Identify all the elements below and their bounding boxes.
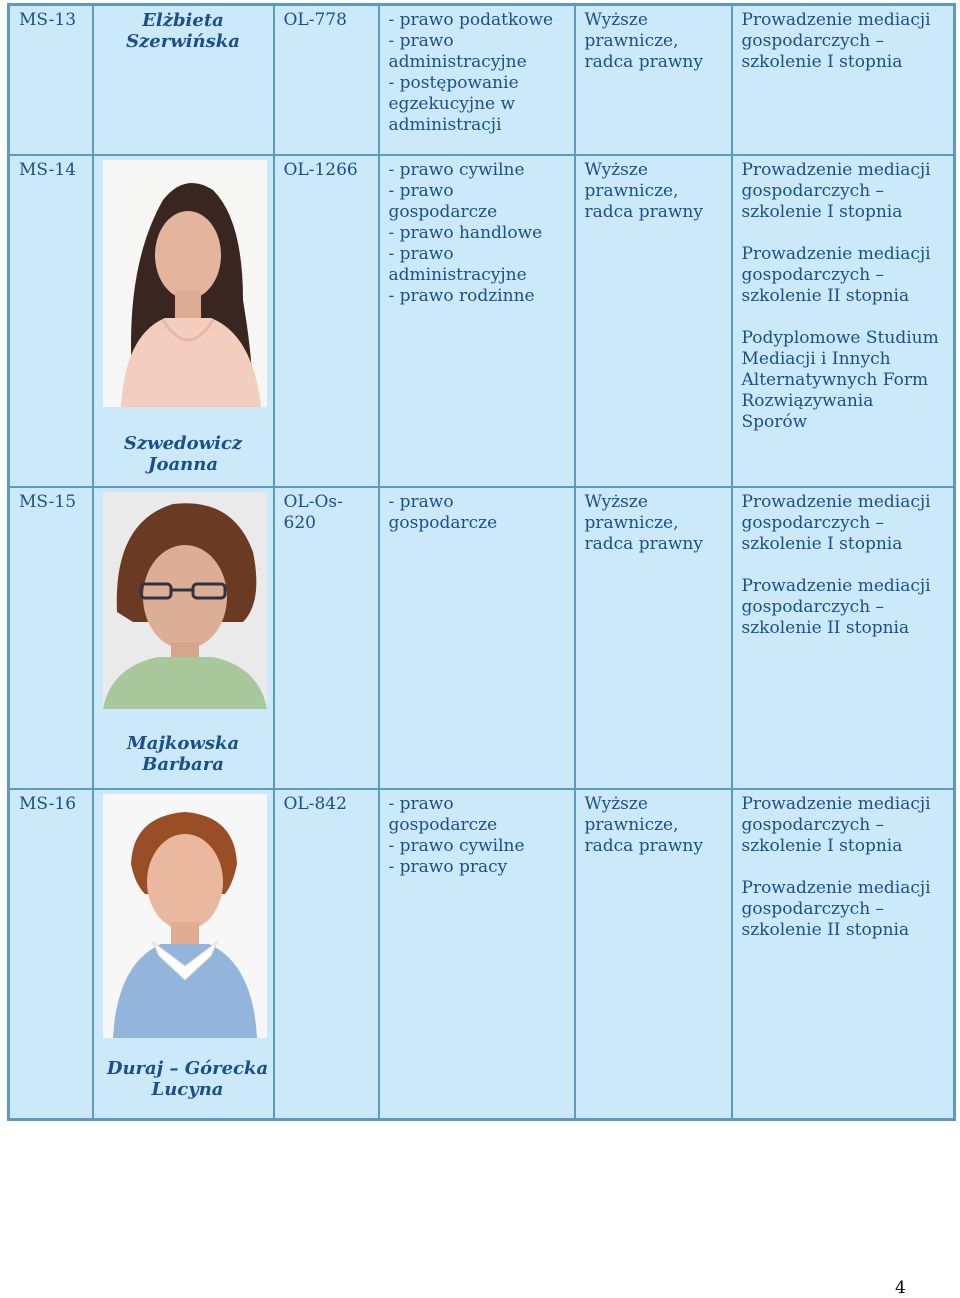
mediator-name: Elżbieta Szerwińska (126, 10, 240, 52)
table-row (9, 487, 955, 789)
education: Wyższe prawnicze, radca prawny (575, 789, 732, 1120)
mediator-photo (103, 794, 267, 1038)
education: Wyższe prawnicze, radca prawny (575, 5, 732, 155)
training-list (732, 487, 955, 789)
training-item: Prowadzenie mediacji gospodarczych – szkolenie I stopnia (741, 491, 931, 554)
table-row (9, 789, 955, 1120)
specialization-list (379, 155, 575, 487)
specialization-item: - prawo gospodarcze (388, 491, 498, 533)
mediator-photo (103, 160, 267, 407)
specialization-item: - prawo pracy (388, 856, 508, 877)
specialization-item: - prawo cywilne (388, 835, 525, 856)
registration-number: OL-778 (274, 5, 379, 155)
mediator-table (7, 3, 956, 1121)
table-row (9, 5, 955, 155)
mediator-name-cell (93, 155, 274, 487)
training-list (732, 155, 955, 487)
page-number: 4 (895, 1278, 906, 1298)
education: Wyższe prawnicze, radca prawny (575, 155, 732, 487)
education: Wyższe prawnicze, radca prawny (575, 487, 732, 789)
registration-number: OL-1266 (274, 155, 379, 487)
training-list (732, 5, 955, 155)
table-row (9, 155, 955, 487)
mediator-id: MS-13 (9, 5, 93, 155)
specialization-item: - prawo administracyjne (388, 31, 527, 72)
mediator-name-cell (93, 487, 274, 789)
training-list (732, 789, 955, 1120)
training-item: Prowadzenie mediacji gospodarczych – szkolenie II stopnia (741, 575, 931, 638)
registration-number: OL-Os-620 (274, 487, 379, 789)
mediator-name-cell (93, 5, 274, 155)
training-item: Prowadzenie mediacji gospodarczych – szkolenie I stopnia (741, 159, 931, 222)
specialization-item: - prawo gospodarcze (388, 793, 498, 835)
specialization-item: - prawo podatkowe (388, 10, 554, 30)
mediator-name: Duraj – Górecka Lucyna (106, 1057, 269, 1100)
mediator-id: MS-14 (9, 155, 93, 487)
specialization-list (379, 487, 575, 789)
mediator-name: Majkowska Barbara (126, 732, 240, 775)
specialization-item: - postępowanie egzekucyjne w administracji (388, 73, 525, 135)
mediator-name-cell (93, 789, 274, 1120)
mediator-id: MS-16 (9, 789, 93, 1120)
specialization-item: - prawo administracyjne (388, 243, 527, 285)
mediator-photo (103, 492, 267, 709)
training-item: Prowadzenie mediacji gospodarczych – szkolenie I stopnia (741, 10, 931, 72)
training-item: Podyplomowe Studium Mediacji i Innych Alternatywnych Form Rozwiązywania Sporów (741, 327, 939, 432)
mediator-id: MS-15 (9, 487, 93, 789)
training-item: Prowadzenie mediacji gospodarczych – szkolenie I stopnia (741, 793, 931, 856)
specialization-item: - prawo handlowe (388, 222, 543, 243)
specialization-item: - prawo cywilne (388, 159, 525, 180)
registration-number: OL-842 (274, 789, 379, 1120)
specialization-list (379, 5, 575, 155)
specialization-item: - prawo gospodarcze (388, 180, 498, 222)
training-item: Prowadzenie mediacji gospodarczych – szkolenie II stopnia (741, 877, 931, 940)
mediator-name: Szwedowicz Joanna (123, 432, 243, 475)
specialization-item: - prawo rodzinne (388, 285, 535, 306)
specialization-list (379, 789, 575, 1120)
training-item: Prowadzenie mediacji gospodarczych – szkolenie II stopnia (741, 243, 931, 306)
